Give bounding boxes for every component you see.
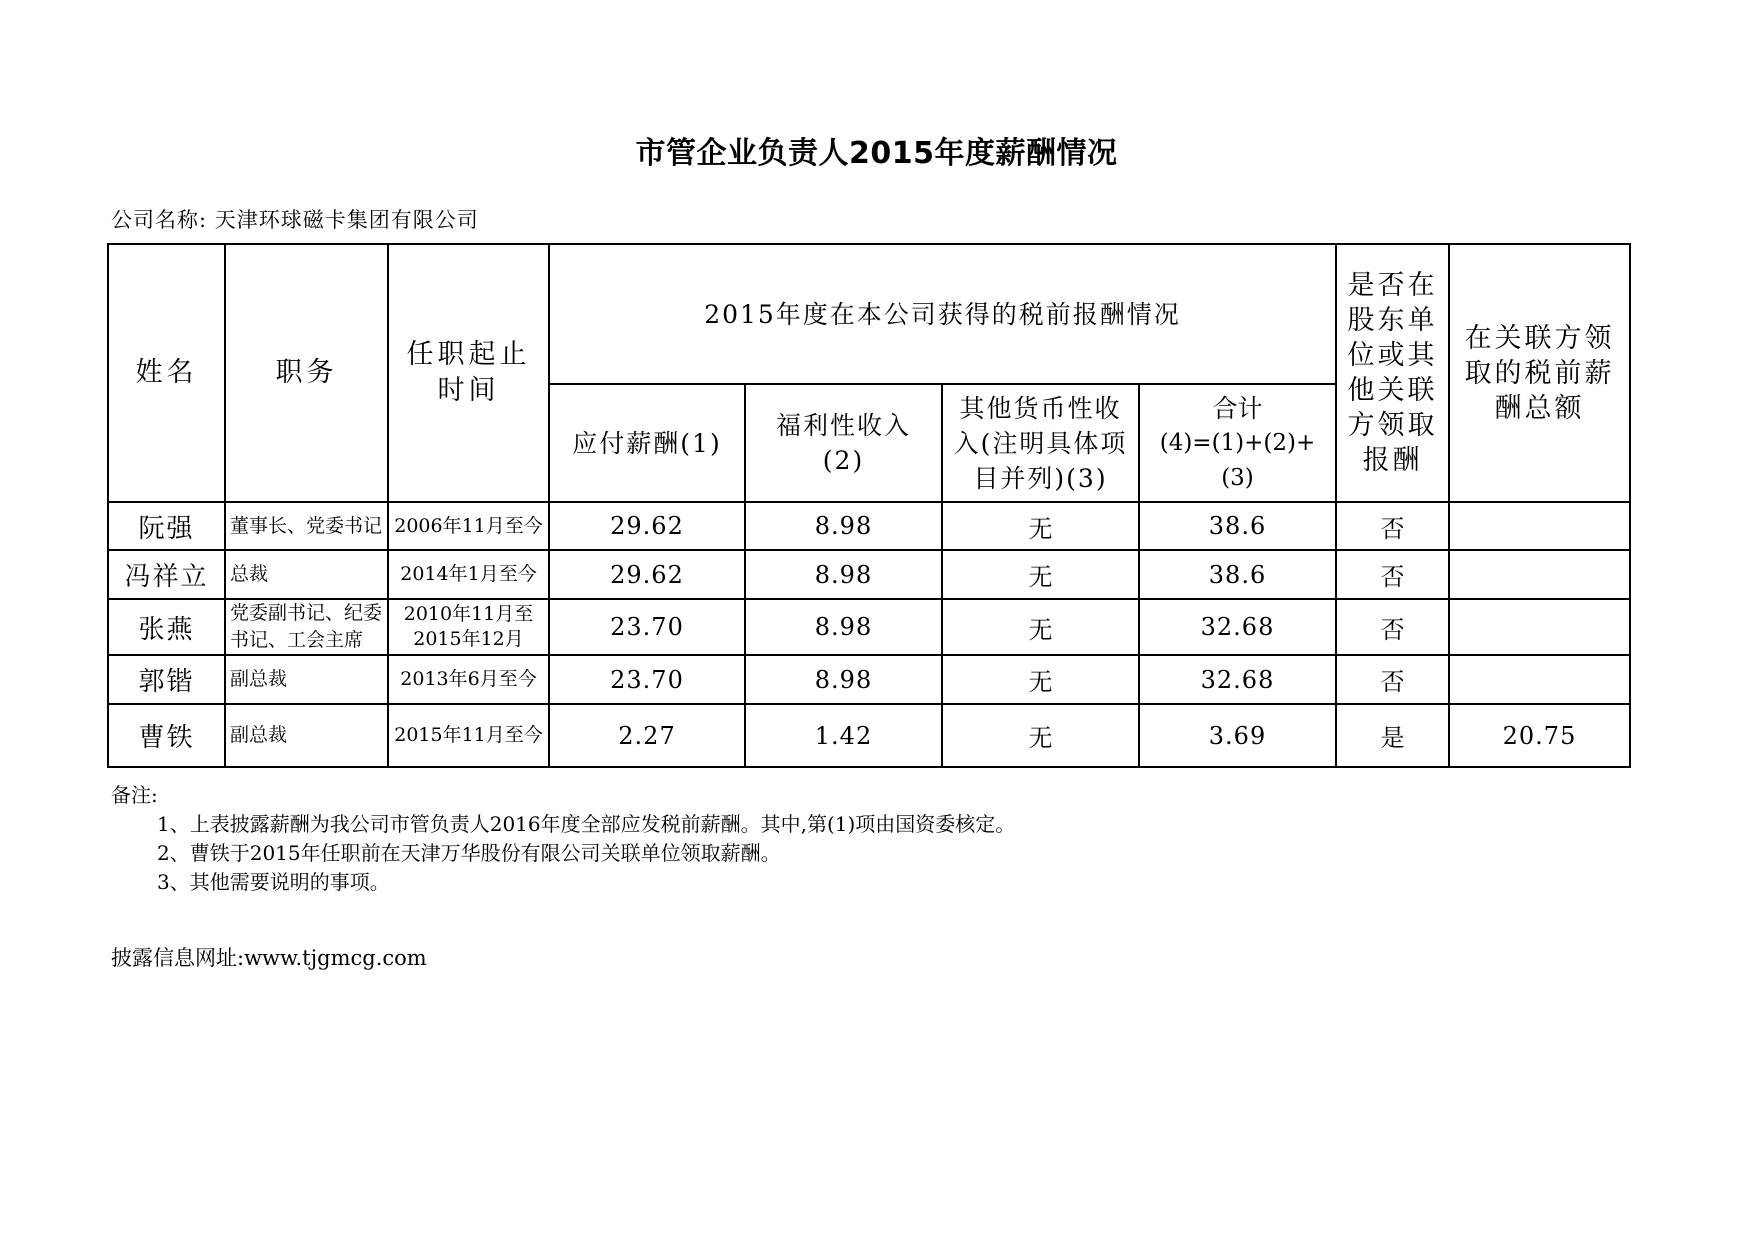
header-other-income: 其他货币性收入(注明具体项目并列)(3) — [942, 384, 1139, 502]
compensation-table — [107, 243, 1631, 768]
header-shareholder: 是否在股东单位或其他关联方领取报酬 — [1336, 244, 1449, 502]
cell-term: 2015年11月至今 — [388, 704, 549, 767]
note-item: 3、其他需要说明的事项。 — [157, 870, 390, 894]
cell-total: 3.69 — [1139, 704, 1336, 767]
cell-welfare: 1.42 — [745, 704, 942, 767]
cell-term: 2006年11月至今 — [388, 502, 549, 550]
cell-position: 党委副书记、纪委书记、工会主席 — [225, 599, 388, 655]
cell-related-total — [1449, 599, 1630, 655]
cell-total: 32.68 — [1139, 655, 1336, 704]
header-welfare: 福利性收入(2) — [745, 384, 942, 502]
header-total-label: 合计 — [1212, 393, 1263, 423]
cell-shareholder: 是 — [1336, 704, 1449, 767]
cell-related-total — [1449, 655, 1630, 704]
cell-welfare: 8.98 — [745, 599, 942, 655]
cell-related-total — [1449, 502, 1630, 550]
header-position: 职务 — [225, 244, 388, 502]
cell-other: 无 — [942, 704, 1139, 767]
cell-position: 董事长、党委书记 — [225, 502, 388, 550]
cell-salary: 29.62 — [549, 502, 745, 550]
notes-label: 备注: — [111, 783, 158, 807]
header-pretax-group: 2015年度在本公司获得的税前报酬情况 — [549, 244, 1336, 384]
table-row — [108, 704, 1630, 767]
header-name: 姓名 — [108, 244, 225, 502]
table-row — [108, 550, 1630, 599]
cell-welfare: 8.98 — [745, 550, 942, 599]
cell-position: 副总裁 — [225, 655, 388, 704]
header-salary: 应付薪酬(1) — [549, 384, 745, 502]
header-total-formula: (4)=(1)+(2)+(3) — [1159, 429, 1316, 491]
notes-section — [111, 781, 1015, 897]
cell-salary: 23.70 — [549, 599, 745, 655]
cell-shareholder: 否 — [1336, 599, 1449, 655]
company-name: 公司名称: 天津环球磁卡集团有限公司 — [111, 208, 479, 232]
cell-term: 2013年6月至今 — [388, 655, 549, 704]
cell-other: 无 — [942, 502, 1139, 550]
cell-term: 2010年11月至2015年12月 — [388, 599, 549, 655]
cell-other: 无 — [942, 655, 1139, 704]
cell-position: 总裁 — [225, 550, 388, 599]
cell-other: 无 — [942, 599, 1139, 655]
cell-total: 38.6 — [1139, 502, 1336, 550]
cell-term: 2014年1月至今 — [388, 550, 549, 599]
cell-shareholder: 否 — [1336, 550, 1449, 599]
cell-name: 郭锴 — [108, 655, 225, 704]
note-item: 1、上表披露薪酬为我公司市管负责人2016年度全部应发税前薪酬。其中,第(1)项由国资委核定。 — [157, 812, 1016, 836]
cell-shareholder: 否 — [1336, 502, 1449, 550]
cell-total: 32.68 — [1139, 599, 1336, 655]
cell-name: 张燕 — [108, 599, 225, 655]
page-title: 市管企业负责人2015年度薪酬情况 — [635, 136, 1118, 171]
cell-salary: 23.70 — [549, 655, 745, 704]
header-total — [1139, 384, 1336, 502]
table-row — [108, 599, 1630, 655]
cell-position: 副总裁 — [225, 704, 388, 767]
cell-welfare: 8.98 — [745, 655, 942, 704]
cell-name: 冯祥立 — [108, 550, 225, 599]
table-row — [108, 655, 1630, 704]
cell-other: 无 — [942, 550, 1139, 599]
table-row — [108, 502, 1630, 550]
cell-total: 38.6 — [1139, 550, 1336, 599]
cell-related-total: 20.75 — [1449, 704, 1630, 767]
cell-welfare: 8.98 — [745, 502, 942, 550]
note-item: 2、曹铁于2015年任职前在天津万华股份有限公司关联单位领取薪酬。 — [157, 841, 781, 865]
header-related-total: 在关联方领取的税前薪酬总额 — [1449, 244, 1630, 502]
header-term: 任职起止时间 — [388, 244, 549, 502]
cell-shareholder: 否 — [1336, 655, 1449, 704]
cell-related-total — [1449, 550, 1630, 599]
cell-name: 曹铁 — [108, 704, 225, 767]
cell-salary: 29.62 — [549, 550, 745, 599]
cell-salary: 2.27 — [549, 704, 745, 767]
cell-name: 阮强 — [108, 502, 225, 550]
disclosure-website: 披露信息网址:www.tjgmcg.com — [111, 946, 427, 970]
